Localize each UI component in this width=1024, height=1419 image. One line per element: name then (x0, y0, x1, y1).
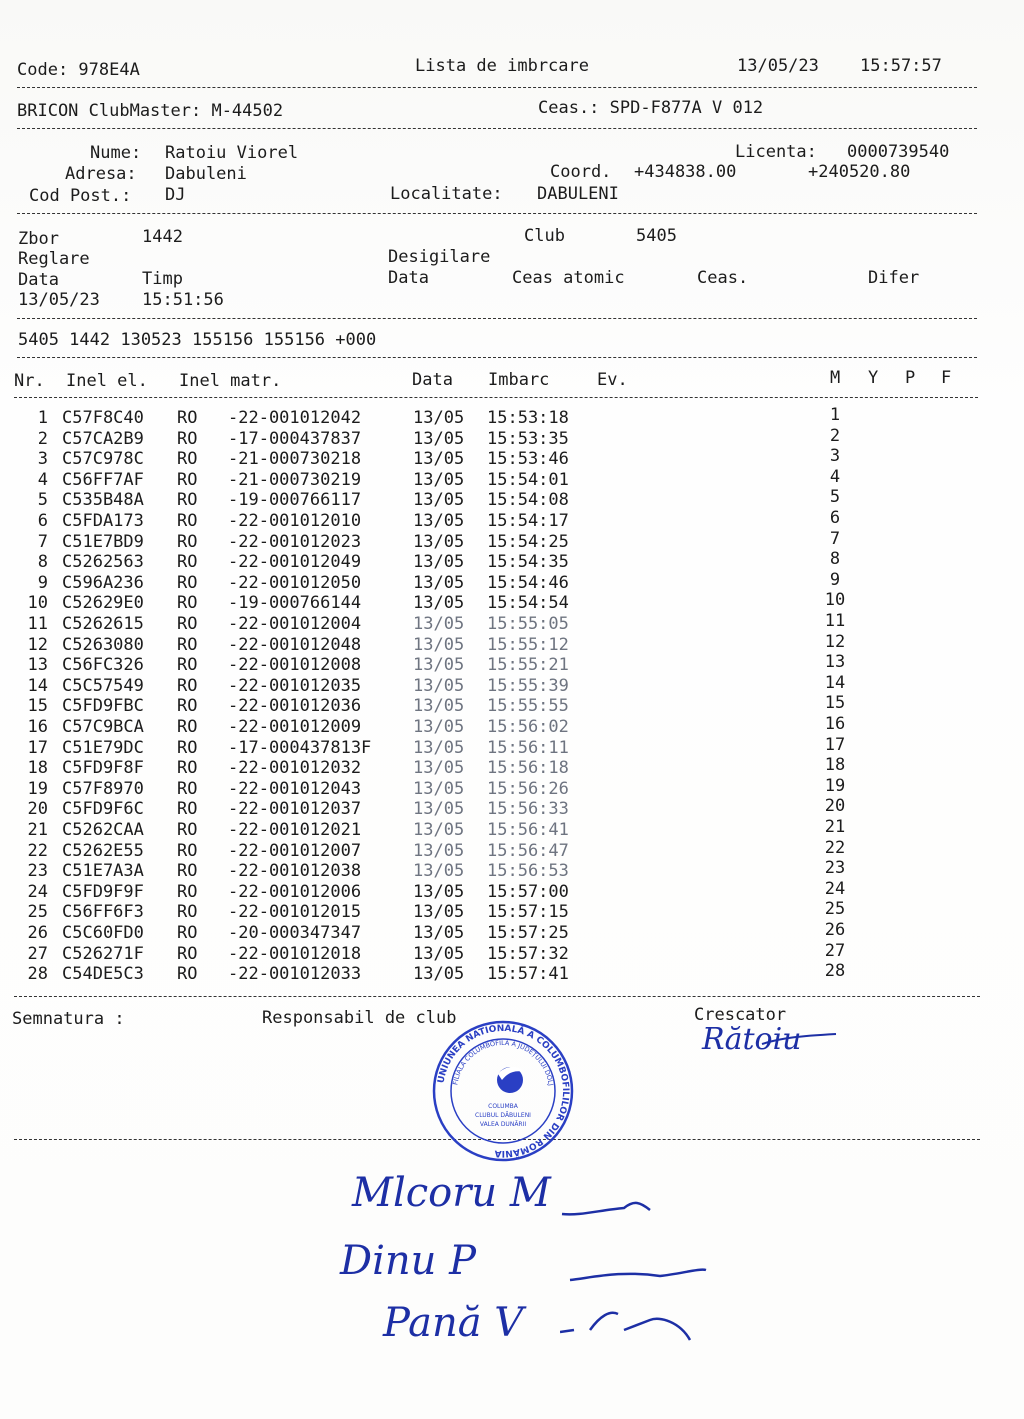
timp-label: Timp (142, 269, 183, 289)
row-m: 5 (829, 487, 841, 508)
row-nr: 25 (27, 902, 48, 923)
table-row (0, 940, 1000, 965)
row-inel-el: C56FF6F3 (62, 902, 144, 923)
separator (17, 87, 977, 88)
row-inel-el: C56FC326 (62, 655, 144, 676)
col-ev: Ev. (597, 370, 628, 390)
row-time: 15:56:11 (487, 737, 569, 758)
row-country: RO (177, 572, 198, 593)
table-row (0, 466, 1000, 491)
table-row (0, 487, 1000, 511)
table-row (0, 405, 1000, 429)
row-m: 24 (824, 878, 846, 899)
coord-label: Coord. (550, 162, 612, 182)
row-m: 19 (824, 775, 846, 796)
row-nr: 17 (27, 737, 48, 758)
col-imbarc: Imbarc (488, 370, 550, 390)
row-inel-el: C5FD9F9F (62, 881, 144, 902)
licenta-value: 0000739540 (847, 142, 950, 162)
row-date: 13/05 (413, 593, 465, 614)
row-inel-el: C5C57549 (62, 675, 144, 696)
row-nr: 16 (27, 717, 48, 737)
localitate-value: DABULENI (537, 184, 619, 204)
row-country: RO (177, 923, 198, 943)
col-nr: Nr. (14, 371, 45, 391)
row-country: RO (177, 820, 198, 840)
row-time: 15:53:46 (487, 449, 569, 470)
row-country: RO (177, 428, 198, 449)
row-date: 13/05 (413, 717, 465, 737)
row-time: 15:54:46 (487, 572, 569, 593)
table-row (0, 920, 1000, 944)
row-date: 13/05 (413, 531, 465, 552)
row-date: 13/05 (413, 614, 465, 634)
nume-label: Nume: (90, 143, 142, 163)
handwritten-name-1: Mlcoru M (352, 1170, 551, 1216)
row-date: 13/05 (413, 696, 465, 717)
row-date: 13/05 (413, 449, 465, 470)
row-inel-matr: -22-001012043 (228, 778, 362, 799)
row-inel-matr: -22-001012036 (228, 696, 362, 717)
row-m: 4 (829, 466, 841, 487)
row-inel-matr: -20-000347347 (228, 923, 362, 943)
row-nr: 8 (37, 552, 48, 573)
crescator-signature: Rătoiu (702, 1022, 802, 1057)
row-country: RO (177, 593, 198, 614)
codpost-value: DJ (165, 185, 186, 205)
row-nr: 13 (27, 655, 48, 676)
row-inel-el: C5262E55 (62, 840, 144, 861)
row-country: RO (177, 840, 198, 861)
row-nr: 2 (37, 428, 48, 449)
row-inel-el: C5C60FD0 (62, 923, 144, 943)
row-time: 15:54:54 (487, 593, 569, 614)
table-row (0, 775, 1000, 800)
handwritten-name-3: Pană V (383, 1300, 524, 1346)
semnatura-label: Semnatura : (12, 1009, 125, 1029)
row-nr: 6 (37, 511, 48, 531)
row-time: 15:54:25 (487, 531, 569, 552)
row-inel-el: C54DE5C3 (62, 964, 144, 985)
row-inel-el: C57C9BCA (62, 717, 144, 737)
row-m: 20 (824, 796, 846, 817)
code-label: Code: 978E4A (17, 60, 140, 80)
row-country: RO (177, 881, 198, 902)
zbor-value: 1442 (142, 227, 183, 247)
coord-lon: +240520.80 (808, 162, 911, 182)
row-inel-matr: -17-000437837 (228, 428, 362, 449)
row-inel-matr: -21-000730218 (228, 449, 362, 470)
flight-code-line: 5405 1442 130523 155156 155156 +000 (18, 330, 377, 350)
row-country: RO (177, 717, 198, 737)
row-inel-el: C5FD9F6C (62, 799, 144, 820)
row-inel-matr: -22-001012009 (228, 717, 362, 737)
row-nr: 14 (27, 675, 48, 696)
row-inel-el: C5262563 (62, 552, 144, 573)
row-date: 13/05 (413, 552, 465, 573)
clubmaster-id: BRICON ClubMaster: M-44502 (17, 101, 284, 121)
table-row (0, 858, 1000, 882)
row-time: 15:55:21 (487, 655, 569, 676)
row-nr: 15 (27, 696, 48, 717)
row-time: 15:55:05 (487, 614, 569, 634)
table-row (0, 755, 1000, 779)
row-time: 15:57:00 (487, 881, 569, 902)
row-date: 13/05 (413, 572, 465, 593)
row-nr: 12 (27, 634, 48, 655)
table-row (0, 796, 1000, 820)
row-country: RO (177, 964, 198, 985)
row-country: RO (177, 861, 198, 882)
stamp-inner-text: FILIALA COLUMBOFILĂ A JUDEȚULUI DOLJ (451, 1038, 555, 1087)
row-nr: 28 (27, 964, 48, 985)
row-m: 7 (829, 528, 841, 549)
row-inel-matr: -22-001012015 (228, 902, 362, 923)
separator (17, 213, 977, 214)
row-nr: 1 (37, 408, 48, 428)
table-row (0, 652, 1000, 676)
row-inel-el: C596A236 (62, 572, 144, 593)
row-m: 6 (829, 508, 841, 528)
row-time: 15:55:55 (487, 696, 569, 717)
row-m: 3 (829, 446, 841, 467)
row-country: RO (177, 490, 198, 511)
club-value: 5405 (636, 226, 677, 246)
row-time: 15:54:08 (487, 490, 569, 511)
table-row (0, 528, 1000, 553)
row-time: 15:56:26 (487, 778, 569, 799)
row-country: RO (177, 449, 198, 470)
owner-name: Ratoiu Viorel (165, 143, 299, 163)
row-inel-matr: -22-001012007 (228, 840, 362, 861)
row-time: 15:54:35 (487, 552, 569, 573)
row-country: RO (177, 675, 198, 696)
row-inel-matr: -21-000730219 (228, 469, 362, 490)
clock-id: Ceas.: SPD-F877A V 012 (538, 98, 764, 118)
club-stamp (432, 1020, 574, 1162)
stamp-outer-text: UNIUNEA NATIONALĂ A COLUMBOFILILOR DIN ROMÂNIA (436, 1023, 571, 1159)
row-country: RO (177, 469, 198, 490)
row-m: 11 (824, 611, 846, 631)
responsabil-label: Responsabil de club (262, 1008, 457, 1028)
row-m: 8 (829, 549, 841, 570)
row-nr: 3 (37, 449, 48, 470)
row-nr: 9 (37, 572, 48, 593)
row-nr: 22 (27, 840, 48, 861)
print-time: 15:57:57 (860, 56, 942, 76)
row-date: 13/05 (413, 902, 465, 923)
row-nr: 23 (27, 861, 48, 882)
row-country: RO (177, 758, 198, 779)
row-date: 13/05 (413, 881, 465, 902)
table-row (0, 569, 1000, 594)
row-time: 15:55:12 (487, 634, 569, 655)
row-m: 25 (824, 899, 846, 920)
row-nr: 21 (27, 820, 48, 840)
row-inel-el: C5FDA173 (62, 511, 144, 531)
row-date: 13/05 (413, 408, 465, 428)
row-country: RO (177, 737, 198, 758)
row-inel-matr: -17-000437813F (228, 737, 372, 758)
row-time: 15:57:41 (487, 964, 569, 985)
row-time: 15:56:33 (487, 799, 569, 820)
row-inel-matr: -19-000766117 (228, 490, 362, 511)
row-m: 13 (824, 652, 846, 673)
separator (17, 357, 977, 358)
row-m: 21 (824, 817, 846, 837)
row-m: 1 (829, 405, 841, 425)
row-country: RO (177, 531, 198, 552)
row-nr: 24 (27, 881, 48, 902)
row-inel-el: C57F8970 (62, 778, 144, 799)
row-date: 13/05 (413, 861, 465, 882)
row-date: 13/05 (413, 634, 465, 655)
row-inel-el: C5FD9F8F (62, 758, 144, 779)
row-time: 15:56:18 (487, 758, 569, 779)
row-m: 26 (824, 920, 846, 940)
row-country: RO (177, 634, 198, 655)
crescator-label: Crescator (694, 1005, 787, 1025)
row-inel-matr: -22-001012048 (228, 634, 362, 655)
row-inel-matr: -22-001012035 (228, 675, 362, 696)
coord-lat: +434838.00 (634, 162, 737, 182)
row-time: 15:56:53 (487, 861, 569, 882)
table-row (0, 446, 1000, 470)
row-inel-matr: -22-001012018 (228, 943, 362, 964)
row-inel-matr: -22-001012021 (228, 820, 362, 840)
print-date: 13/05/23 (737, 56, 819, 76)
row-inel-el: C5262615 (62, 614, 144, 634)
row-date: 13/05 (413, 943, 465, 964)
ceas-label: Ceas. (697, 268, 749, 288)
col-p: P (905, 368, 916, 388)
club-label: Club (524, 226, 565, 246)
row-inel-matr: -22-001012006 (228, 881, 362, 902)
row-country: RO (177, 799, 198, 820)
row-time: 15:54:01 (487, 469, 569, 490)
row-nr: 11 (27, 614, 48, 634)
row-m: 23 (824, 858, 846, 879)
zbor-label: Zbor (18, 229, 59, 249)
row-time: 15:55:39 (487, 675, 569, 696)
table-row (0, 425, 1000, 450)
row-inel-el: C51E79DC (62, 737, 144, 758)
row-date: 13/05 (413, 820, 465, 840)
col-inel-matr: Inel matr. (179, 371, 282, 391)
row-m: 9 (829, 569, 841, 590)
col-f: F (941, 368, 952, 388)
row-inel-el: C57C978C (62, 449, 144, 470)
row-inel-matr: -19-000766144 (228, 593, 362, 614)
row-m: 17 (824, 734, 846, 755)
row-country: RO (177, 778, 198, 799)
signature-stroke (760, 1030, 840, 1050)
row-m: 12 (824, 631, 846, 652)
row-date: 13/05 (413, 511, 465, 531)
row-time: 15:53:35 (487, 428, 569, 449)
row-inel-el: C5263080 (62, 634, 144, 655)
row-date: 13/05 (413, 428, 465, 449)
licenta-label: Licenta: (735, 142, 817, 162)
row-m: 18 (824, 755, 846, 776)
desigilare-data-label: Data (388, 268, 429, 288)
row-nr: 10 (27, 593, 48, 614)
separator (17, 128, 977, 129)
row-nr: 19 (27, 778, 48, 799)
row-date: 13/05 (413, 490, 465, 511)
row-time: 15:57:25 (487, 923, 569, 943)
row-inel-matr: -22-001012023 (228, 531, 362, 552)
row-inel-el: C51E7A3A (62, 861, 144, 882)
row-nr: 7 (37, 531, 48, 552)
row-inel-matr: -22-001012033 (228, 964, 362, 985)
row-time: 15:57:15 (487, 902, 569, 923)
row-inel-matr: -22-001012050 (228, 572, 362, 593)
row-nr: 20 (27, 799, 48, 820)
separator (14, 996, 980, 997)
row-m: 22 (824, 837, 846, 858)
row-inel-el: C57CA2B9 (62, 428, 144, 449)
table-row (0, 693, 1000, 717)
table-row (0, 590, 1000, 614)
row-m: 15 (824, 693, 846, 714)
table-row (0, 508, 1000, 532)
row-date: 13/05 (413, 758, 465, 779)
table-row (0, 611, 1000, 635)
stamp-center-text: COLUMBA (488, 1103, 518, 1110)
row-country: RO (177, 902, 198, 923)
difer-label: Difer (868, 268, 920, 288)
row-time: 15:56:47 (487, 840, 569, 861)
table-row (0, 837, 1000, 862)
col-inel-el: Inel el. (66, 371, 148, 391)
row-country: RO (177, 408, 198, 428)
reglare-label: Reglare (18, 249, 90, 269)
row-inel-el: C5FD9FBC (62, 696, 144, 717)
row-country: RO (177, 943, 198, 964)
row-inel-el: C535B48A (62, 490, 144, 511)
adresa-value: Dabuleni (165, 164, 247, 184)
row-country: RO (177, 655, 198, 676)
row-country: RO (177, 552, 198, 573)
row-date: 13/05 (413, 964, 465, 985)
page-title: Lista de imbrcare (415, 56, 589, 76)
row-date: 13/05 (413, 675, 465, 696)
row-inel-matr: -22-001012004 (228, 614, 362, 634)
handwritten-strokes (560, 1180, 710, 1350)
row-date: 13/05 (413, 655, 465, 676)
separator (14, 397, 978, 398)
row-date: 13/05 (413, 923, 465, 943)
row-time: 15:56:41 (487, 820, 569, 840)
handwritten-name-2: Dinu P (340, 1238, 477, 1284)
ceas-atomic-label: Ceas atomic (512, 268, 625, 288)
table-row (0, 714, 1000, 738)
table-row (0, 817, 1000, 841)
stamp-bottom-text: VALEA DUNĂRII (479, 1121, 527, 1128)
separator (17, 318, 977, 319)
row-inel-matr: -22-001012038 (228, 861, 362, 882)
row-country: RO (177, 511, 198, 531)
row-time: 15:57:32 (487, 943, 569, 964)
row-inel-el: C51E7BD9 (62, 531, 144, 552)
row-date: 13/05 (413, 469, 465, 490)
row-inel-el: C57F8C40 (62, 408, 144, 428)
table-row (0, 549, 1000, 573)
row-m: 27 (824, 940, 846, 961)
row-date: 13/05 (413, 737, 465, 758)
row-nr: 18 (27, 758, 48, 779)
row-inel-el: C52629E0 (62, 593, 144, 614)
row-inel-matr: -22-001012049 (228, 552, 362, 573)
table-row (0, 631, 1000, 656)
reglare-timp: 15:51:56 (142, 290, 224, 310)
codpost-label: Cod Post.: (29, 186, 132, 206)
localitate-label: Localitate: (390, 184, 503, 204)
row-inel-matr: -22-001012008 (228, 655, 362, 676)
row-date: 13/05 (413, 799, 465, 820)
row-inel-matr: -22-001012037 (228, 799, 362, 820)
row-inel-el: C526271F (62, 943, 144, 964)
row-inel-matr: -22-001012032 (228, 758, 362, 779)
row-country: RO (177, 696, 198, 717)
row-m: 14 (824, 672, 846, 693)
row-date: 13/05 (413, 778, 465, 799)
adresa-label: Adresa: (65, 164, 137, 184)
row-country: RO (177, 614, 198, 634)
row-m: 16 (824, 714, 846, 734)
row-time: 15:54:17 (487, 511, 569, 531)
row-inel-matr: -22-001012010 (228, 511, 362, 531)
row-m: 28 (824, 961, 846, 982)
row-nr: 4 (37, 469, 48, 490)
row-inel-el: C5262CAA (62, 820, 144, 840)
row-inel-el: C56FF7AF (62, 469, 144, 490)
row-nr: 5 (37, 490, 48, 511)
row-inel-matr: -22-001012042 (228, 408, 362, 428)
desigilare-label: Desigilare (388, 247, 491, 267)
row-m: 2 (829, 425, 841, 446)
col-data: Data (412, 370, 453, 390)
table-row (0, 672, 1000, 697)
col-m: M (830, 368, 841, 388)
row-date: 13/05 (413, 840, 465, 861)
col-y: Y (868, 368, 879, 388)
row-time: 15:53:18 (487, 408, 569, 428)
row-nr: 27 (27, 943, 48, 964)
table-row (0, 961, 1000, 985)
table-row (0, 734, 1000, 759)
table-row (0, 878, 1000, 903)
row-time: 15:56:02 (487, 717, 569, 737)
row-m: 10 (824, 590, 846, 611)
data-label: Data (18, 270, 59, 290)
row-nr: 26 (27, 923, 48, 943)
table-row (0, 899, 1000, 923)
stamp-club-text: CLUBUL DĂBULENI (475, 1112, 531, 1119)
reglare-data: 13/05/23 (18, 290, 100, 310)
